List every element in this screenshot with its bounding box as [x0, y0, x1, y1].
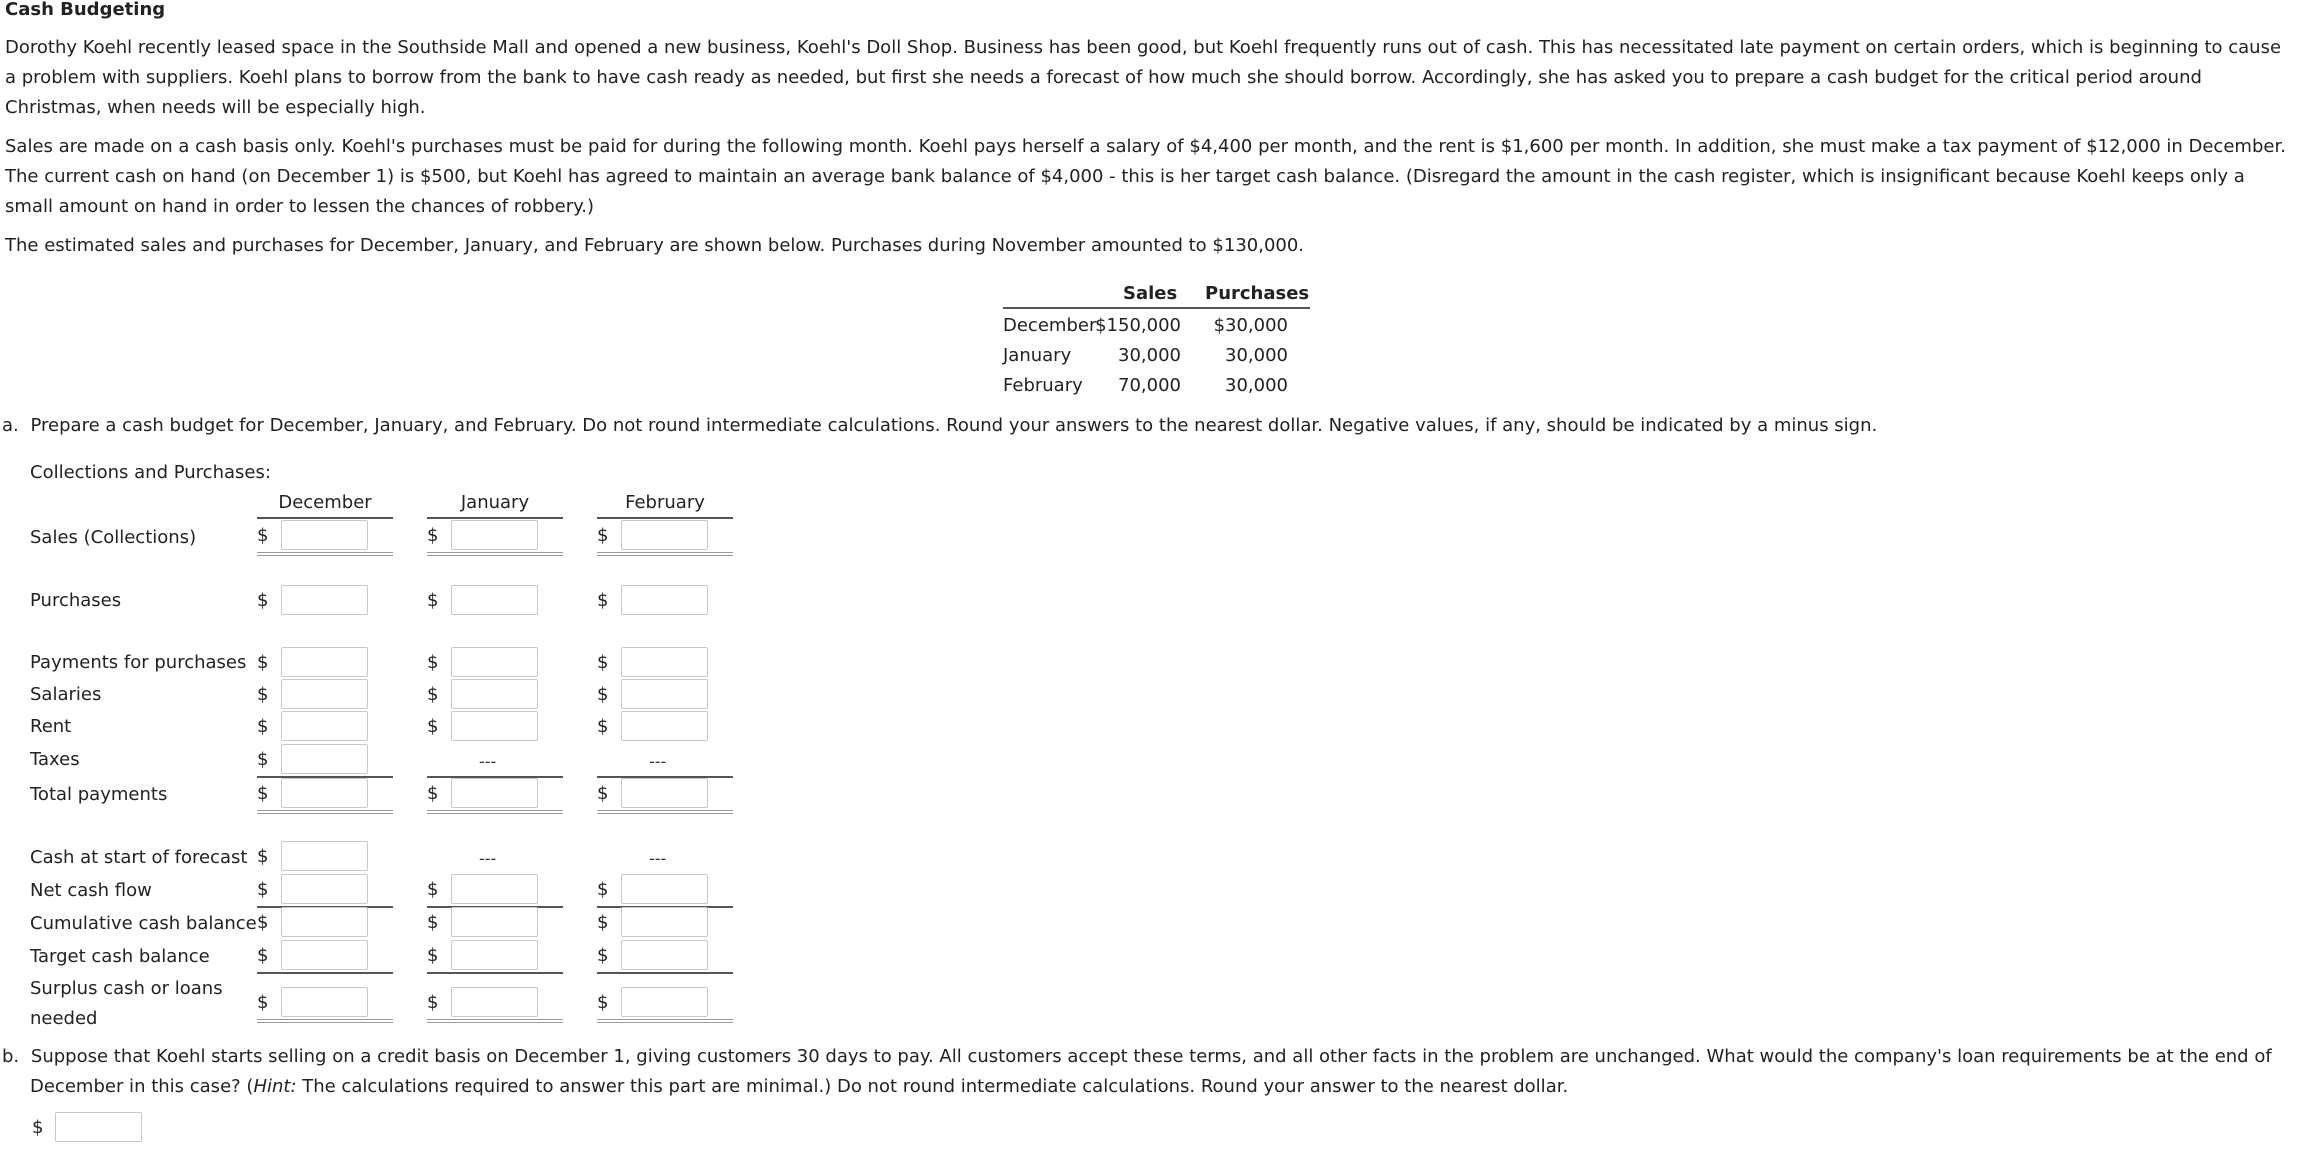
- part-b-text: Suppose that Koehl starts selling on a credit basis on December 1, giving customers 30 days to pay. All customers accept these terms, and all other facts in the problem are unchanged. What would the company's loan requirements be at the end of: [30, 1046, 2272, 1067]
- target-january-input[interactable]: [451, 940, 538, 970]
- net-cash-flow-february-input[interactable]: [621, 874, 708, 904]
- part-a-prompt: [2, 415, 1877, 437]
- dollar-sign: $: [427, 879, 439, 900]
- dollar-sign: $: [597, 783, 609, 804]
- rent-january-input[interactable]: [451, 711, 538, 741]
- col-header-january: January: [460, 492, 530, 513]
- part-a-letter: a.: [2, 415, 19, 436]
- not-applicable-dash: ---: [649, 849, 667, 868]
- cumulative-february-input[interactable]: [621, 907, 708, 937]
- row-label-rent: Rent: [30, 716, 72, 737]
- cumulative-january-input[interactable]: [451, 907, 538, 937]
- part-b-letter: b.: [2, 1046, 20, 1067]
- dollar-sign: $: [597, 652, 609, 673]
- surplus-january-input[interactable]: [451, 987, 538, 1017]
- part-b-prompt-cont: [30, 1076, 1568, 1098]
- sales-february-input[interactable]: [621, 520, 708, 550]
- dollar-sign: $: [257, 992, 269, 1013]
- sales-january-input[interactable]: [451, 520, 538, 550]
- row-label-sales: Sales (Collections): [30, 527, 197, 548]
- row-month: January: [1003, 345, 1072, 366]
- dollar-sign: $: [427, 945, 439, 966]
- taxes-december-input[interactable]: [281, 744, 368, 774]
- total-double-rule: [427, 810, 563, 814]
- not-applicable-dash: ---: [479, 849, 497, 868]
- rent-february-input[interactable]: [621, 711, 708, 741]
- row-month: February: [1003, 375, 1083, 396]
- total-double-rule: [257, 552, 393, 556]
- row-purchases: 30,000: [1225, 375, 1288, 396]
- dollar-sign: $: [427, 716, 439, 737]
- dollar-sign: $: [257, 846, 269, 867]
- net-cash-flow-december-input[interactable]: [281, 874, 368, 904]
- salaries-february-input[interactable]: [621, 679, 708, 709]
- rent-december-input[interactable]: [281, 711, 368, 741]
- dollar-sign: $: [597, 716, 609, 737]
- purchases-january-input[interactable]: [451, 585, 538, 615]
- dollar-sign: $: [427, 992, 439, 1013]
- col-rule: [427, 517, 563, 519]
- dollar-sign: $: [427, 684, 439, 705]
- row-label-target: Target cash balance: [30, 946, 210, 967]
- dollar-sign: $: [257, 912, 269, 933]
- target-february-input[interactable]: [621, 940, 708, 970]
- col-rule: [257, 517, 393, 519]
- dollar-sign: $: [597, 992, 609, 1013]
- row-label-net-cash-flow: Net cash flow: [30, 880, 152, 901]
- part-a-text: Prepare a cash budget for December, January, and February. Do not round intermediate calculations. Round your answers to the nearest dollar. Negative values, if any, should be indicated by a minus sign.: [30, 415, 1878, 436]
- dollar-sign: $: [257, 590, 269, 611]
- total-double-rule: [257, 810, 393, 814]
- row-label-payments: Payments for purchases: [30, 652, 247, 673]
- dollar-sign: $: [257, 783, 269, 804]
- total-double-rule: [427, 1019, 563, 1023]
- dollar-sign: $: [427, 783, 439, 804]
- dollar-sign: $: [427, 912, 439, 933]
- dollar-sign: $: [597, 912, 609, 933]
- cumulative-december-input[interactable]: [281, 907, 368, 937]
- row-purchases: $30,000: [1213, 315, 1288, 336]
- row-label-purchases: Purchases: [30, 590, 122, 611]
- row-label-cumulative: Cumulative cash balance: [30, 913, 257, 934]
- target-december-input[interactable]: [281, 940, 368, 970]
- subtotal-rule: [257, 972, 393, 974]
- table-header-rule: [1003, 307, 1310, 309]
- surplus-december-input[interactable]: [281, 987, 368, 1017]
- part-b-text-cont: December in this case? (: [30, 1076, 254, 1097]
- total-double-rule: [597, 810, 733, 814]
- salaries-january-input[interactable]: [451, 679, 538, 709]
- facts-paragraph: Sales are made on a cash basis only. Koehl's purchases must be paid for during the following month. Koehl pays herself a salary of $4,400 per month, and the rent is $1,600 per month. In addition, she must make a tax payment of $12,000 in December. The current cash on hand (on December 1) is $500, but Koehl has agreed to maintain an average bank balance of $4,000 - this is her target cash balance. (Disregard the amount in the cash register, which is insignificant because Koehl keeps only a small amount on hand in order to lessen the chances of robbery.): [5, 136, 2286, 217]
- row-sales: 70,000: [1118, 375, 1181, 396]
- dollar-sign: $: [257, 652, 269, 673]
- part-b-text-end: The calculations required to answer this part are minimal.) Do not round intermediate calculations. Round your answer to the nearest dollar.: [296, 1076, 1569, 1097]
- dollar-sign: $: [257, 525, 269, 546]
- row-label-surplus-cont: needed: [30, 1008, 98, 1029]
- dollar-sign: $: [427, 652, 439, 673]
- cash-start-december-input[interactable]: [281, 841, 368, 871]
- dollar-sign: $: [32, 1117, 44, 1138]
- loan-requirement-input[interactable]: [55, 1112, 142, 1142]
- row-label-cash-start: Cash at start of forecast: [30, 847, 248, 868]
- total-payments-december-input[interactable]: [281, 778, 368, 808]
- dollar-sign: $: [597, 684, 609, 705]
- dollar-sign: $: [427, 525, 439, 546]
- dollar-sign: $: [597, 879, 609, 900]
- subtotal-rule: [597, 972, 733, 974]
- total-double-rule: [427, 552, 563, 556]
- not-applicable-dash: ---: [479, 752, 497, 771]
- purchases-december-input[interactable]: [281, 585, 368, 615]
- col-header-december: December: [278, 492, 372, 513]
- purchases-february-input[interactable]: [621, 585, 708, 615]
- dollar-sign: $: [257, 879, 269, 900]
- payments-february-input[interactable]: [621, 647, 708, 677]
- total-payments-february-input[interactable]: [621, 778, 708, 808]
- col-header-sales: Sales: [1123, 283, 1178, 304]
- row-label-taxes: Taxes: [30, 749, 80, 770]
- dollar-sign: $: [597, 590, 609, 611]
- dollar-sign: $: [257, 945, 269, 966]
- dollar-sign: $: [257, 684, 269, 705]
- row-label-salaries: Salaries: [30, 684, 102, 705]
- col-header-purchases: Purchases: [1205, 283, 1310, 304]
- row-purchases: 30,000: [1225, 345, 1288, 366]
- salaries-december-input[interactable]: [281, 679, 368, 709]
- total-double-rule: [257, 1019, 393, 1023]
- surplus-february-input[interactable]: [621, 987, 708, 1017]
- dollar-sign: $: [597, 945, 609, 966]
- total-payments-january-input[interactable]: [451, 778, 538, 808]
- dollar-sign: $: [597, 525, 609, 546]
- net-cash-flow-january-input[interactable]: [451, 874, 538, 904]
- sales-december-input[interactable]: [281, 520, 368, 550]
- section-title: Collections and Purchases:: [30, 462, 271, 483]
- not-applicable-dash: ---: [649, 752, 667, 771]
- total-double-rule: [597, 1019, 733, 1023]
- dollar-sign: $: [257, 749, 269, 770]
- row-month: December: [1003, 315, 1097, 336]
- payments-december-input[interactable]: [281, 647, 368, 677]
- estimates-paragraph: The estimated sales and purchases for December, January, and February are shown below. Purchases during November amounted to $130,000.: [5, 235, 1305, 256]
- page-title: Cash Budgeting: [5, 0, 166, 20]
- total-double-rule: [597, 552, 733, 556]
- row-label-surplus: Surplus cash or loans: [30, 978, 223, 999]
- payments-january-input[interactable]: [451, 647, 538, 677]
- col-rule: [597, 517, 733, 519]
- col-header-february: February: [625, 492, 705, 513]
- hint-label: Hint:: [253, 1076, 297, 1097]
- dollar-sign: $: [257, 716, 269, 737]
- dollar-sign: $: [427, 590, 439, 611]
- row-sales: 30,000: [1118, 345, 1181, 366]
- row-sales: $150,000: [1095, 315, 1181, 336]
- row-label-total-payments: Total payments: [30, 784, 168, 805]
- part-b-prompt: [2, 1046, 2272, 1068]
- subtotal-rule: [427, 972, 563, 974]
- intro-paragraph: Dorothy Koehl recently leased space in the Southside Mall and opened a new business, Koehl's Doll Shop. Business has been good, but Koehl frequently runs out of cash. This has necessitated late payment on certain orders, which is beginning to cause a problem with suppliers. Koehl plans to borrow from the bank to have cash ready as needed, but first she needs a forecast of how much she should borrow. Accordingly, she has asked you to prepare a cash budget for the critical period around Christmas, when needs will be especially high.: [5, 37, 2282, 118]
